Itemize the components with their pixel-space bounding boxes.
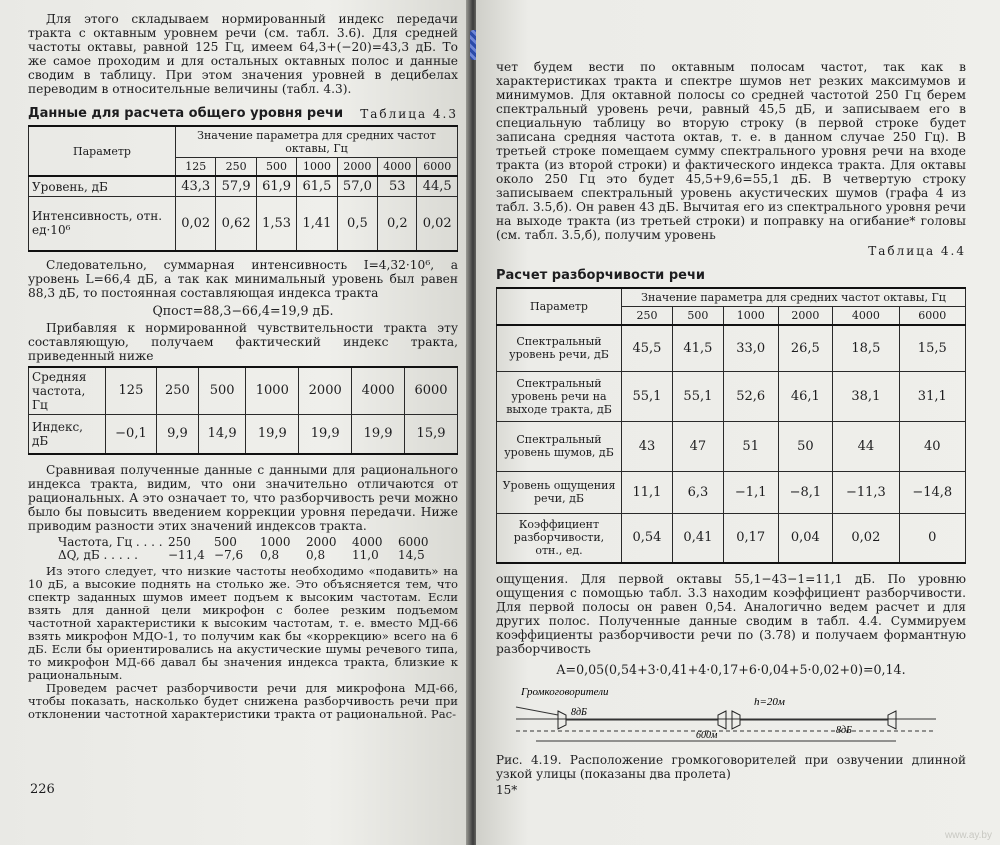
value-cell: 31,1 <box>899 371 965 421</box>
freq-cell: 125 <box>106 367 157 415</box>
freq-cell: 500 <box>198 367 245 415</box>
value-cell: 0,41 <box>672 513 723 563</box>
freq-cell: 1000 <box>723 307 778 326</box>
loudspeaker-icon <box>732 711 740 729</box>
row-label: Уровень, дБ <box>29 176 176 197</box>
value-cell: 38,1 <box>833 371 899 421</box>
freq-cell: 250 <box>216 158 256 177</box>
diff-label: ΔQ, дБ . . . . . <box>58 548 138 562</box>
value-cell: 6,3 <box>672 471 723 513</box>
page-footer-signature: 15* <box>496 783 518 797</box>
left-page-content <box>28 12 458 721</box>
table-header-parameter: Параметр <box>29 126 176 176</box>
freq-cell: 500 <box>672 307 723 326</box>
diff-freq: 1000 <box>260 535 291 549</box>
figure-4-19 <box>496 681 966 751</box>
freq-cell: 1000 <box>297 158 337 177</box>
value-cell: 11,1 <box>622 471 673 513</box>
value-cell: 0,5 <box>337 197 377 251</box>
freq-cell: 125 <box>176 158 216 177</box>
figure-label-distance: 600м <box>696 730 718 741</box>
freq-cell: 1000 <box>246 367 299 415</box>
table-4-4-label: Таблица 4.4 <box>868 244 966 258</box>
row-label: Спектральный уровень речи на выходе тракта, дБ <box>497 371 622 421</box>
value-cell: 0,62 <box>216 197 256 251</box>
value-cell: 0,2 <box>378 197 417 251</box>
diff-freq: 500 <box>214 535 237 549</box>
diff-value: 11,0 <box>352 548 379 562</box>
diff-freq: 4000 <box>352 535 383 549</box>
value-cell: 14,9 <box>198 414 245 454</box>
right-page-content <box>496 60 966 797</box>
value-cell: 0,17 <box>723 513 778 563</box>
freq-cell: 6000 <box>899 307 965 326</box>
freq-cell: 6000 <box>405 367 458 415</box>
value-cell: 47 <box>672 421 723 471</box>
table-4-4-title: Расчет разборчивости речи <box>496 268 705 283</box>
diff-value: −11,4 <box>168 548 205 562</box>
value-cell: −8,1 <box>778 471 833 513</box>
freq-cell: 2000 <box>299 367 352 415</box>
value-cell: 33,0 <box>723 325 778 371</box>
loudspeaker-icon <box>558 711 566 729</box>
table-4-3 <box>28 125 458 252</box>
row-label: Спектральный уровень шумов, дБ <box>497 421 622 471</box>
value-cell: 0,02 <box>417 197 458 251</box>
row-label: Интенсивность, отн. ед·10⁶ <box>29 197 176 251</box>
paragraph-comparison: Сравнивая полученные данные с данными для рационального индекса тракта, видим, что они значительно отличаются от рациональных. А это означает то, что разборчивость речи можно было бы повысить введением коррекции уровня передачи. Ниже приводим разности этих значений индексов тракта. <box>28 463 458 533</box>
value-cell: 57,0 <box>337 176 377 197</box>
value-cell: 44,5 <box>417 176 458 197</box>
left-page <box>0 0 470 845</box>
loudspeaker-icon <box>888 711 896 729</box>
value-cell: 44 <box>833 421 899 471</box>
row-label: Уровень ощущения речи, дБ <box>497 471 622 513</box>
table-index <box>28 366 458 456</box>
freq-cell: 4000 <box>833 307 899 326</box>
freq-cell: 4000 <box>378 158 417 177</box>
diff-list <box>58 536 458 562</box>
paragraph-adding: Прибавляя к нормированной чувствительности тракта эту составляющую, получаем фактический индекс тракта, приведенный ниже <box>28 320 458 363</box>
paragraph-method: чет будем вести по октавным полосам частот, так как в характеристиках тракта и спектре шумов нет резких максимумов и минимумов. Для октавной полосы со средней частотой 250 Гц берем спектральный уровень речи, равный 45,5 дБ, и записываем его в специальную таблицу во вторую строку (в первой строке будет записана средняя частота октав, т. е. в данном случае 250 Гц). В третьей строке помещаем сумму спектрального уровня речи на входе тракта (из второй строки) и фактического индекса тракта. Для октавы около 250 Гц это будет 45,5+9,6=55,1 дБ. В четвертую строку записываем спектральный уровень акустических шумов (графа 4 из табл. 3.5,б). Он равен 43 дБ. Вычитая его из спектрального уровня речи на выходе тракта (из третьей строки) и поправку на огибание* головы (см. табл. 3.5,б), получим уровень <box>496 60 966 242</box>
value-cell: 41,5 <box>672 325 723 371</box>
paragraph-conclusion: Из этого следует, что низкие частоты необходимо «подавить» на 10 дБ, а высокие поднять на столько же. Это объясняется тем, что спектр заданных шумов имеет подъем к высоким частотам. Если взять для данной цели микрофон с более резким подъемом частотной характеристики к высоким частотам, т. е. вместо МД-66 взять микрофон МДО-1, то получим как бы «коррекцию» всего на 6 дБ. Если бы ориентировались на акустические шумы речевого типа, то микрофон МД-66 давал бы значения индекса тракта, близкие к рациональным. <box>28 564 458 682</box>
figure-label-height: h=20м <box>754 696 785 708</box>
value-cell: 57,9 <box>216 176 256 197</box>
table-header-group: Значение параметра для средних частот октавы, Гц <box>176 126 458 158</box>
street-diagram <box>496 681 966 751</box>
diff-freq: 250 <box>168 535 191 549</box>
value-cell: 55,1 <box>672 371 723 421</box>
value-cell: −1,1 <box>723 471 778 513</box>
row-label: Коэффициент разборчивости, отн., ед. <box>497 513 622 563</box>
beam-line <box>516 707 558 715</box>
value-cell: 9,9 <box>156 414 198 454</box>
diff-value: −7,6 <box>214 548 244 562</box>
table-row <box>497 471 966 513</box>
table-row <box>29 197 458 251</box>
value-cell: 52,6 <box>723 371 778 421</box>
formula-q-const: Qпост=88,3−66,4=19,9 дБ. <box>152 302 334 318</box>
freq-cell: 2000 <box>778 307 833 326</box>
table-4-3-title: Данные для расчета общего уровня речи <box>28 106 344 121</box>
value-cell: 1,41 <box>297 197 337 251</box>
freq-cell: 2000 <box>337 158 377 177</box>
value-cell: 46,1 <box>778 371 833 421</box>
value-cell: 15,9 <box>405 414 458 454</box>
table-row <box>497 325 966 371</box>
paragraph-sensation: ощущения. Для первой октавы 55,1−43−1=11,1 дБ. По уровню ощущения с помощью табл. 3.3 находим коэффициент разборчивости. Для первой полосы он равен 0,54. Аналогично ведем расчет и для других полос. Полученные данные сводим в табл. 4.4. Суммируем коэффициенты разборчивости речи по (3.78) и получаем формантную разборчивость <box>496 572 966 656</box>
value-cell: 50 <box>778 421 833 471</box>
page-number: 226 <box>30 782 55 797</box>
value-cell: 0,54 <box>622 513 673 563</box>
value-cell: 0,02 <box>833 513 899 563</box>
value-cell: 19,9 <box>299 414 352 454</box>
intro-paragraph: Для этого складываем нормированный индекс передачи тракта с октавным уровнем речи (см. табл. 3.6). Для средней частоты октавы, равной 125 Гц, имеем 64,3+(−20)=43,3 дБ. То же самое проходим и для остальных октавных полос и данные сводим в таблицу. При этом значения уровней в децибелах переводим в относительные величины (табл. 4.3). <box>28 12 458 96</box>
value-cell: 0,04 <box>778 513 833 563</box>
figure-label-db: 8дБ <box>571 707 587 718</box>
diff-freq: 2000 <box>306 535 337 549</box>
value-cell: 26,5 <box>778 325 833 371</box>
value-cell: 1,53 <box>256 197 296 251</box>
right-page <box>476 0 1000 845</box>
value-cell: 43,3 <box>176 176 216 197</box>
diff-value: 0,8 <box>306 548 326 562</box>
value-cell: 19,9 <box>246 414 299 454</box>
value-cell: 61,9 <box>256 176 296 197</box>
formula-intelligibility: A=0,05(0,54+3·0,41+4·0,17+6·0,04+5·0,02+0)=0,14. <box>556 662 906 677</box>
figure-label-db: 8дБ <box>836 725 852 736</box>
value-cell: 0,02 <box>176 197 216 251</box>
row-label: Индекс, дБ <box>29 414 106 454</box>
table-header-group: Значение параметра для средних частот октавы, Гц <box>622 288 966 307</box>
table-row <box>29 176 458 197</box>
diff-label: Частота, Гц . . . . <box>58 535 163 549</box>
table-row <box>497 371 966 421</box>
value-cell: 19,9 <box>352 414 405 454</box>
watermark: www.ay.by <box>944 830 992 841</box>
row-label: Средняя частота, Гц <box>29 367 106 415</box>
value-cell: 55,1 <box>622 371 673 421</box>
value-cell: 0 <box>899 513 965 563</box>
freq-cell: 250 <box>622 307 673 326</box>
freq-cell: 250 <box>156 367 198 415</box>
freq-cell: 500 <box>256 158 296 177</box>
value-cell: 61,5 <box>297 176 337 197</box>
value-cell: 51 <box>723 421 778 471</box>
freq-cell: 4000 <box>352 367 405 415</box>
paragraph-calculation: Проведем расчет разборчивости речи для микрофона МД-66, чтобы показать, насколько будет снижена разборчивость речи при отклонении частотной характеристики тракта от рациональной. Рас- <box>28 681 458 721</box>
value-cell: −14,8 <box>899 471 965 513</box>
table-4-4 <box>496 287 966 564</box>
table-4-3-label: Таблица 4.3 <box>360 107 458 121</box>
table-header-parameter: Параметр <box>497 288 622 325</box>
figure-label-speakers: Громкоговорители <box>521 686 609 698</box>
row-label: Спектральный уровень речи, дБ <box>497 325 622 371</box>
table-row <box>497 513 966 563</box>
freq-cell: 6000 <box>417 158 458 177</box>
loudspeaker-icon <box>718 711 726 729</box>
value-cell: −0,1 <box>106 414 157 454</box>
value-cell: 15,5 <box>899 325 965 371</box>
value-cell: 43 <box>622 421 673 471</box>
diff-value: 0,8 <box>260 548 280 562</box>
value-cell: −11,3 <box>833 471 899 513</box>
value-cell: 40 <box>899 421 965 471</box>
table-row <box>497 421 966 471</box>
paragraph-intensity: Следовательно, суммарная интенсивность I=4,32·10⁶, а уровень L=66,4 дБ, а так как минимальный уровень был равен 88,3 дБ, то постоянная составляющая индекса тракта <box>28 257 458 300</box>
value-cell: 18,5 <box>833 325 899 371</box>
value-cell: 45,5 <box>622 325 673 371</box>
diff-freq: 6000 <box>398 535 429 549</box>
diff-value: 14,5 <box>398 548 425 562</box>
figure-caption: Рис. 4.19. Расположение громкоговорителей при озвучении длинной узкой улицы (показаны два пролета) <box>496 753 966 781</box>
value-cell: 53 <box>378 176 417 197</box>
